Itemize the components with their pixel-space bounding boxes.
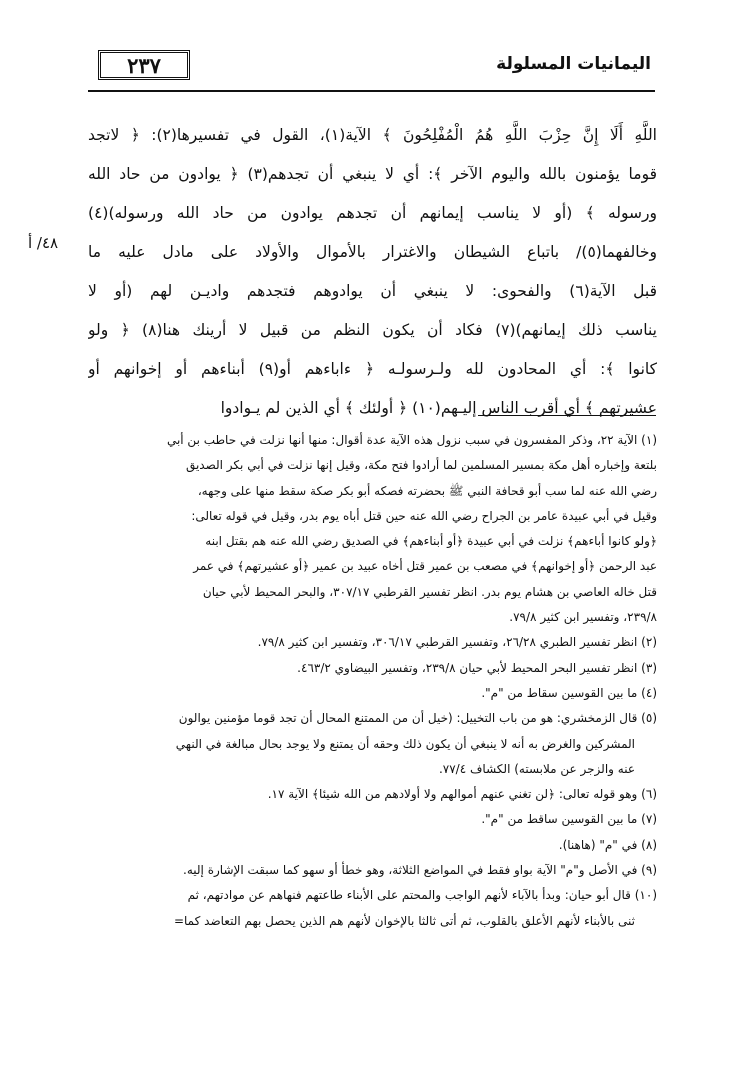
text-line: يناسب ذلك إيمانهم)(٧) فكاد أن يكون النظم من قبيل لا أرينك هنا(٨) ﴿ ولو [88,321,657,339]
footnote-line: (١٠) قال أبو حيان: وبدأ بالآباء لأنهم الواجب والمحتم على الأبناء طاعتهم فنهاهم عن موادتهم، ثم [187,888,657,903]
margin-folio-note: ٤٨/ أ [28,234,59,252]
text-line: ورسوله ﴾ (أو لا يناسب إيمانهم أن تجدهم يوادون من حاد الله ورسوله)(٤) [88,204,657,222]
footnote-line: (٦) وهو قوله تعالى: ﴿لن تغني عنهم أموالهم ولا أولادهم من الله شيئا﴾ الآية ١٧. [267,787,657,802]
footnote-line: (١) الآية ٢٢، وذكر المفسرون في سبب نزول هذه الآية عدة أقوال: منها أنها نزلت في حاطب بن أبي [166,433,657,447]
footnote-line: (٢) انظر تفسير الطبري ٢٦/٢٨، وتفسير القرطبي ٣٠٦/١٧، وتفسير ابن كثير ٧٩/٨. [257,635,657,650]
footnote-line: (٤) ما بين القوسين سقاط من "م". [481,685,657,700]
footnote-line: عبد الرحمن ﴿أو إخوانهم﴾ في مصعب بن عمير قتل أخاه عبيد بن عمير ﴿أو عشيرتهم﴾ في عمر [193,559,657,574]
footnote-line: (٨) في "م" (هاهنا). [558,837,657,852]
text-line: قبل الآية(٦) والفحوى: لا ينبغي أن يوادوهم فتجدهم واديـن لهم (أو لا [88,282,657,300]
footnotes [88,428,657,934]
footnote-line: (٩) في الأصل و"م" الآية بواو فقط في المواضع الثلاثة، وهو خطأ أو سهو كما سبقت الإشارة إليه. [183,863,657,878]
main-text [88,116,657,428]
page-number: ٢٣٧ [127,52,161,78]
text-line: وخالفهما(٥)/ باتباع الشيطان والاغترار بالأموال والأولاد على مادل عليه ما [88,243,657,261]
footnote-line: ﴿ولو كانوا أباءهم﴾ نزلت في أبي عبيدة ﴿أو أبناءهم﴾ في الصديق رضي الله عنه هم بقتل ابنه [205,534,657,549]
footnote-line: بلتعة وإخباره أهل مكة بمسير المسلمين لما أرادوا فتح مكة، وقيل إنها نزلت في أبي بكر الصديق [185,458,657,473]
book-title: اليمانيات المسلولة [496,54,651,74]
footnote-line: عنه والزجر عن ملابسته) الكشاف ٧٧/٤. [438,761,635,776]
footnote-line: قتل خاله العاصي بن هشام يوم بدر. انظر تفسير القرطبي ٣٠٧/١٧، والبحر المحيط لأبي حيان [202,584,657,599]
footnote-line: (٧) ما بين القوسين ساقط من "م". [481,812,657,827]
footnote-line: رضي الله عنه لما سب أبو قحافة النبي ﷺ بحضرته فصكه أبو بكر صكة سقط منها على وجهه، [197,483,657,498]
footnote-divider [478,415,656,416]
footnote-line: (٥) قال الزمخشري: هو من باب التخييل: (خيل أن من الممتنع المحال أن تجد قوما مؤمنين يوالون [178,711,657,726]
page-header [88,44,655,92]
footnote-line: (٣) انظر تفسير البحر المحيط لأبي حيان ٢٣٩/٨، وتفسير البيضاوي ٤٦٣/٢. [297,660,657,675]
page-number-box [98,50,190,80]
text-line: كانوا ﴾: أي المحادون لله ولـرسولـه ﴿ ءاباءهم أو(٩) أبناءهم أو إخوانهم أو [88,360,657,378]
text-line: قوما يؤمنون بالله واليوم الآخر ﴾: أي لا ينبغي أن تجدهم(٣) ﴿ يوادون من حاد الله [88,165,657,183]
footnote-line: ٢٣٩/٨، وتفسير ابن كثير ٧٩/٨. [509,610,657,625]
footnote-line: المشركين والغرض به أنه لا ينبغي أن يكون ذلك وحقه أن يمتنع ولا يوجد بحال مبالغة في النهي [175,736,635,751]
footnote-line: ثنى بالأبناء لأنهم الأعلق بالقلوب، ثم أتى ثالثا بالإخوان لأنهم هم الذين يحصل بهم التعاضد كما= [173,913,635,928]
text-line: عشيرتهم ﴾ أي أقرب الناس إليـهم(١٠) ﴿ أولئك ﴾ أي الذين لم يـوادوا [220,399,657,417]
footnote-line: وقيل في أبي عبيدة عامر بن الجراح رضي الله عنه حين قتل أباه يوم بدر، وقيل في قوله تعالى: [191,508,657,523]
text-line: اللَّهِ أَلَا إِنَّ حِزْبَ اللَّهِ هُمُ الْمُفْلِحُونَ ﴾ الآية(١)، القول في تفسيرها(٢): ﴿ لاتجد [88,126,657,144]
